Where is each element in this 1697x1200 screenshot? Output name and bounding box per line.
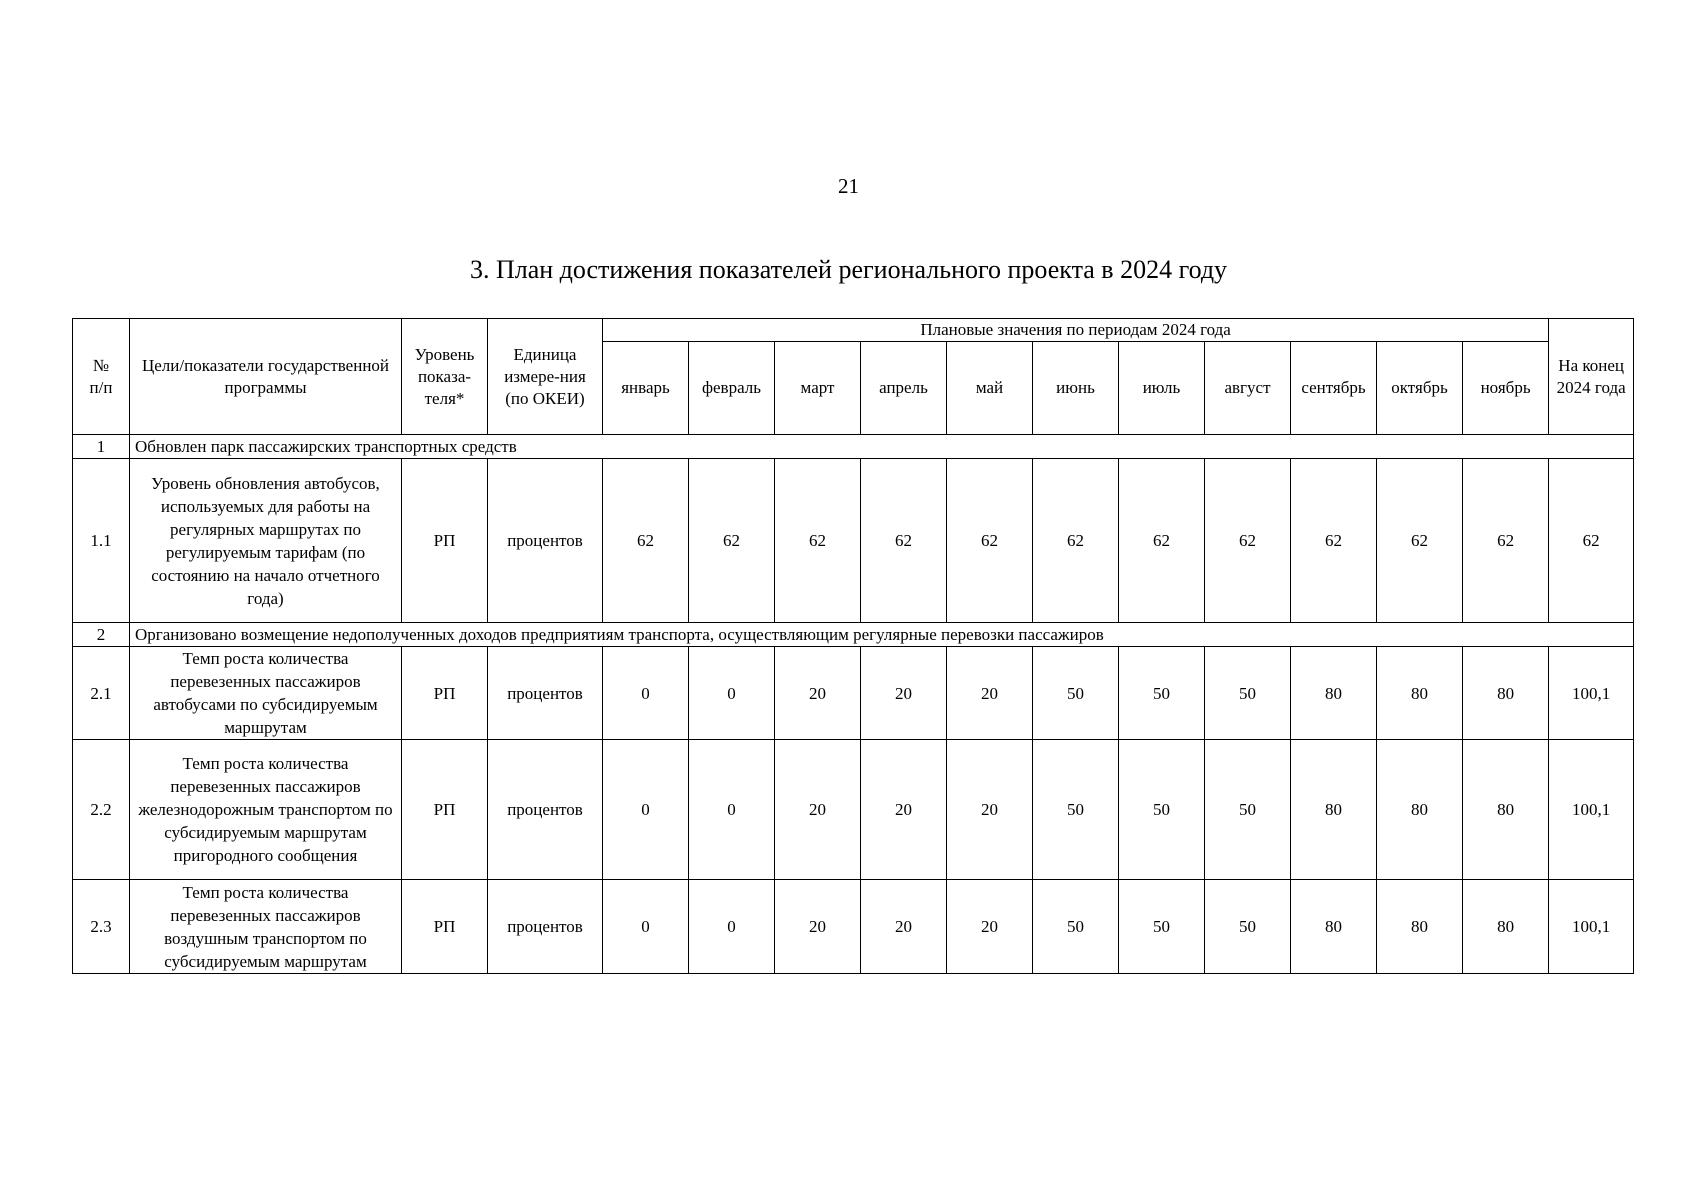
value-cell: 20 [947,740,1033,880]
value-cell: 0 [689,647,775,740]
header-goal: Цели/показатели государственной программы [130,319,402,435]
indicator-level: РП [402,459,488,623]
value-cell: 50 [1119,880,1205,974]
section-number: 1 [73,435,130,459]
indicator-name: Темп роста количества перевезенных пассажиров автобусами по субсидируемым маршрутам [130,647,402,740]
end-value-cell: 100,1 [1549,740,1634,880]
header-month: июнь [1033,342,1119,435]
indicator-level: РП [402,740,488,880]
indicator-level: РП [402,880,488,974]
indicator-row [73,740,1634,880]
section-number: 2 [73,623,130,647]
value-cell: 20 [947,647,1033,740]
value-cell: 62 [603,459,689,623]
header-month: ноябрь [1463,342,1549,435]
header-end-of-year: На конец 2024 года [1549,319,1634,435]
indicator-row [73,459,1634,623]
value-cell: 0 [689,880,775,974]
header-month: октябрь [1377,342,1463,435]
value-cell: 20 [775,740,861,880]
value-cell: 0 [689,740,775,880]
value-cell: 80 [1291,740,1377,880]
header-month: февраль [689,342,775,435]
section-title: Организовано возмещение недополученных доходов предприятиям транспорта, осуществляющим регулярные перевозки пассажиров [130,623,1634,647]
header-num: № п/п [73,319,130,435]
value-cell: 62 [1119,459,1205,623]
indicator-name: Уровень обновления автобусов, используемых для работы на регулярных маршрутах по регулируемым тарифам (по состоянию на начало отчетного года) [130,459,402,623]
value-cell: 50 [1119,740,1205,880]
end-value-cell: 100,1 [1549,880,1634,974]
indicator-row [73,647,1634,740]
value-cell: 20 [947,880,1033,974]
header-row-top [73,319,1634,342]
value-cell: 62 [947,459,1033,623]
section-row [73,623,1634,647]
value-cell: 62 [1291,459,1377,623]
value-cell: 0 [603,647,689,740]
indicator-name: Темп роста количества перевезенных пассажиров воздушным транспортом по субсидируемым маршрутам [130,880,402,974]
value-cell: 62 [1205,459,1291,623]
header-month: август [1205,342,1291,435]
header-level: Уровень показа-теля* [402,319,488,435]
value-cell: 50 [1033,740,1119,880]
row-number: 2.3 [73,880,130,974]
value-cell: 62 [861,459,947,623]
value-cell: 80 [1463,740,1549,880]
end-value-cell: 62 [1549,459,1634,623]
value-cell: 80 [1291,880,1377,974]
value-cell: 50 [1033,880,1119,974]
value-cell: 50 [1033,647,1119,740]
end-value-cell: 100,1 [1549,647,1634,740]
indicator-level: РП [402,647,488,740]
value-cell: 62 [1377,459,1463,623]
value-cell: 80 [1463,647,1549,740]
header-month: сентябрь [1291,342,1377,435]
value-cell: 20 [861,880,947,974]
indicator-row [73,880,1634,974]
indicator-unit: процентов [488,740,603,880]
value-cell: 62 [1033,459,1119,623]
header-periods-group: Плановые значения по периодам 2024 года [603,319,1549,342]
row-number: 2.2 [73,740,130,880]
value-cell: 80 [1291,647,1377,740]
value-cell: 80 [1377,880,1463,974]
indicator-unit: процентов [488,880,603,974]
value-cell: 50 [1205,880,1291,974]
value-cell: 62 [689,459,775,623]
row-number: 2.1 [73,647,130,740]
value-cell: 20 [861,740,947,880]
document-title: 3. План достижения показателей регионального проекта в 2024 году [469,255,1228,284]
header-month: январь [603,342,689,435]
value-cell: 0 [603,740,689,880]
page-number: 21 [838,174,859,198]
indicator-unit: процентов [488,647,603,740]
indicator-unit: процентов [488,459,603,623]
value-cell: 80 [1377,740,1463,880]
value-cell: 62 [1463,459,1549,623]
header-unit: Единица измере-ния (по ОКЕИ) [488,319,603,435]
section-title: Обновлен парк пассажирских транспортных средств [130,435,1634,459]
header-month: май [947,342,1033,435]
header-month: март [775,342,861,435]
value-cell: 62 [775,459,861,623]
value-cell: 0 [603,880,689,974]
value-cell: 20 [861,647,947,740]
indicator-name: Темп роста количества перевезенных пассажиров железнодорожным транспортом по субсидируемым маршрутам пригородного сообщения [130,740,402,880]
row-number: 1.1 [73,459,130,623]
section-row [73,435,1634,459]
value-cell: 50 [1205,740,1291,880]
plan-table [72,318,1634,974]
value-cell: 50 [1205,647,1291,740]
value-cell: 50 [1119,647,1205,740]
value-cell: 80 [1463,880,1549,974]
header-month: апрель [861,342,947,435]
value-cell: 20 [775,880,861,974]
value-cell: 80 [1377,647,1463,740]
value-cell: 20 [775,647,861,740]
header-month: июль [1119,342,1205,435]
